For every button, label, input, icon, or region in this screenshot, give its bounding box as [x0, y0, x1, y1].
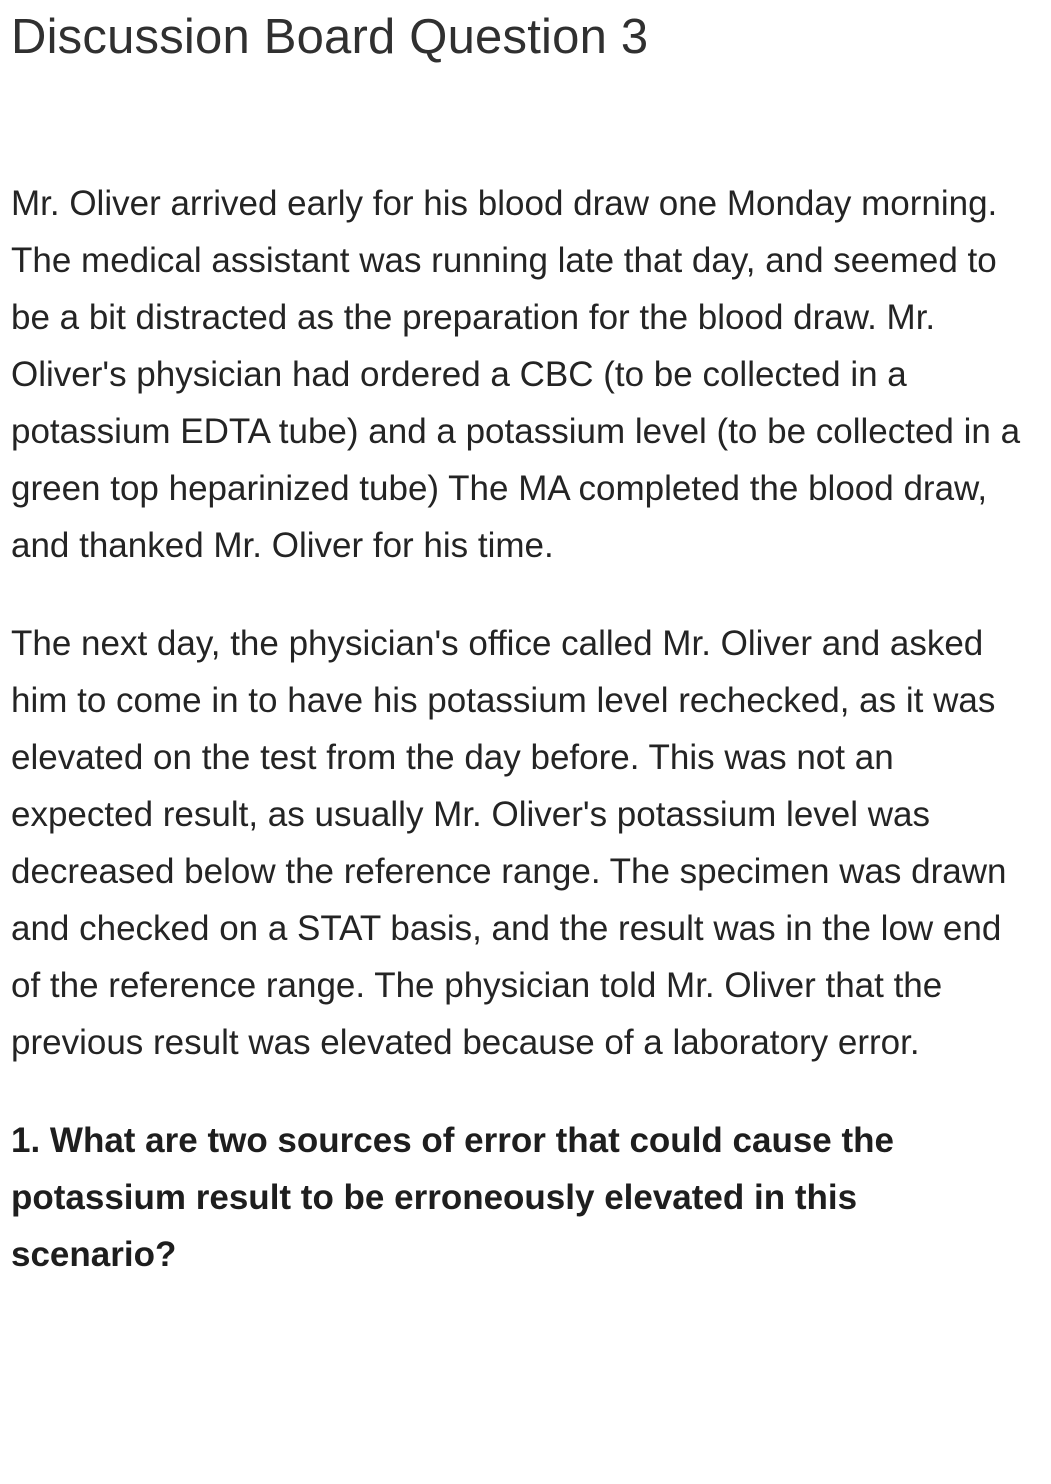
scenario-paragraph-1: Mr. Oliver arrived early for his blood draw one Monday morning. The medical assistant was running late that day, and seemed to be a bit distracted as the preparation for the blood draw. Mr. Oliver's physician had ordered a CBC (to be collected in a potassium EDTA tube) and a potassium level (to be collected in a green top heparinized tube) The MA completed the blood draw, and thanked Mr. Oliver for his time. [11, 184, 1021, 565]
discussion-question: 1. What are two sources of error that could cause the potassium result to be erroneously elevated in this scenario? [11, 1121, 894, 1274]
page-title: Discussion Board Question 3 [11, 10, 649, 64]
scenario-paragraph-2: The next day, the physician's office called Mr. Oliver and asked him to come in to have his potassium level rechecked, as it was elevated on the test from the day before. This was not an expected result, as usually Mr. Oliver's potassium level was decreased below the reference range. The specimen was drawn and checked on a STAT basis, and the result was in the low end of the reference range. The physician told Mr. Oliver that the previous result was elevated because of a laboratory error. [11, 624, 1007, 1062]
